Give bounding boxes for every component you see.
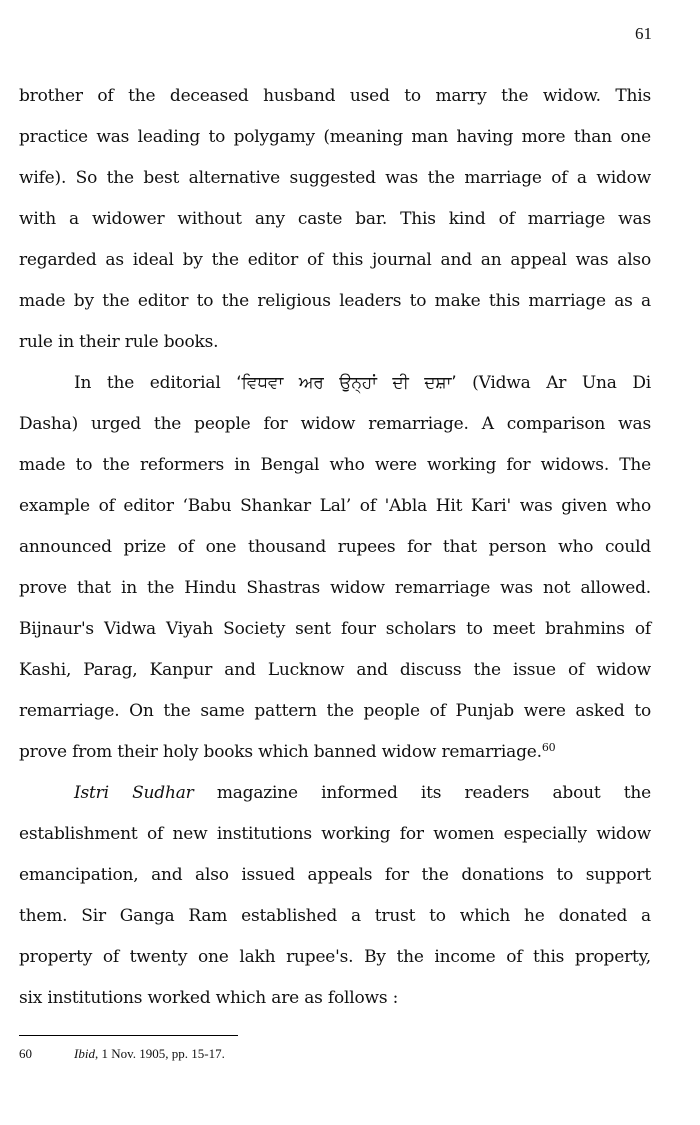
paragraph-first-line (74, 373, 651, 393)
text-line: Kashi, Parag, Kanpur and Lucknow and discuss the issue of widow (19, 660, 651, 680)
footnote-divider (19, 1035, 238, 1036)
text-line: Dasha) urged the people for widow remarriage. A comparison was (19, 414, 651, 434)
page-number: 61 (635, 24, 652, 43)
text: magazine informed its readers about the (193, 783, 652, 803)
text-line: six institutions worked which are as follows : (19, 988, 399, 1008)
text-line: regarded as ideal by the editor of this journal and an appeal was also (19, 250, 651, 270)
text: (Vidwa Ar Una Di (456, 373, 651, 393)
text-line: wife). So the best alternative suggested was the marriage of a widow (19, 168, 651, 188)
footnote-text (74, 1046, 225, 1062)
text-line: prove that in the Hindu Shastras widow remarriage was not allowed. (19, 578, 651, 598)
paragraph-first-line (74, 783, 651, 803)
text-line: Bijnaur's Vidwa Viyah Society sent four scholars to meet brahmins of (19, 619, 651, 639)
text-line: rule in their rule books. (19, 332, 219, 352)
text-line: practice was leading to polygamy (meaning man having more than one (19, 127, 651, 147)
text-line: brother of the deceased husband used to marry the widow. This (19, 86, 651, 106)
text: In the editorial (74, 373, 237, 393)
text-line: emancipation, and also issued appeals for the donations to support (19, 865, 651, 885)
footnote-reference[interactable]: 60 (541, 741, 556, 754)
footnote-number: 60 (19, 1046, 32, 1061)
punjabi-title: ‘ਵਿਧਵਾ ਅਰ ਉਨ੍ਹਾਂ ਦੀ ਦਸ਼ਾ’ (236, 373, 457, 393)
text-line: announced prize of one thousand rupees for that person who could (19, 537, 651, 557)
text: prove from their holy books which banned widow remarriage. (19, 742, 542, 762)
text-line: remarriage. On the same pattern the people of Punjab were asked to (19, 701, 651, 721)
magazine-title: Istri Sudhar (74, 783, 194, 803)
text-line: example of editor ‘Babu Shankar Lal’ of 'Abla Hit Kari' was given who (19, 496, 651, 516)
text-line: property of twenty one lakh rupee's. By the income of this property, (19, 947, 651, 967)
text-line: with a widower without any caste bar. This kind of marriage was (19, 209, 651, 229)
text-line: them. Sir Ganga Ram established a trust to which he donated a (19, 906, 651, 926)
footnote-citation: , 1 Nov. 1905, pp. 15-17. (94, 1046, 225, 1061)
text-line: made by the editor to the religious leaders to make this marriage as a (19, 291, 651, 311)
text-line: establishment of new institutions working for women especially widow (19, 824, 651, 844)
text-line: made to the reformers in Bengal who were working for widows. The (19, 455, 651, 475)
text-line (19, 742, 651, 762)
footnote-ibid: Ibid (74, 1046, 95, 1061)
